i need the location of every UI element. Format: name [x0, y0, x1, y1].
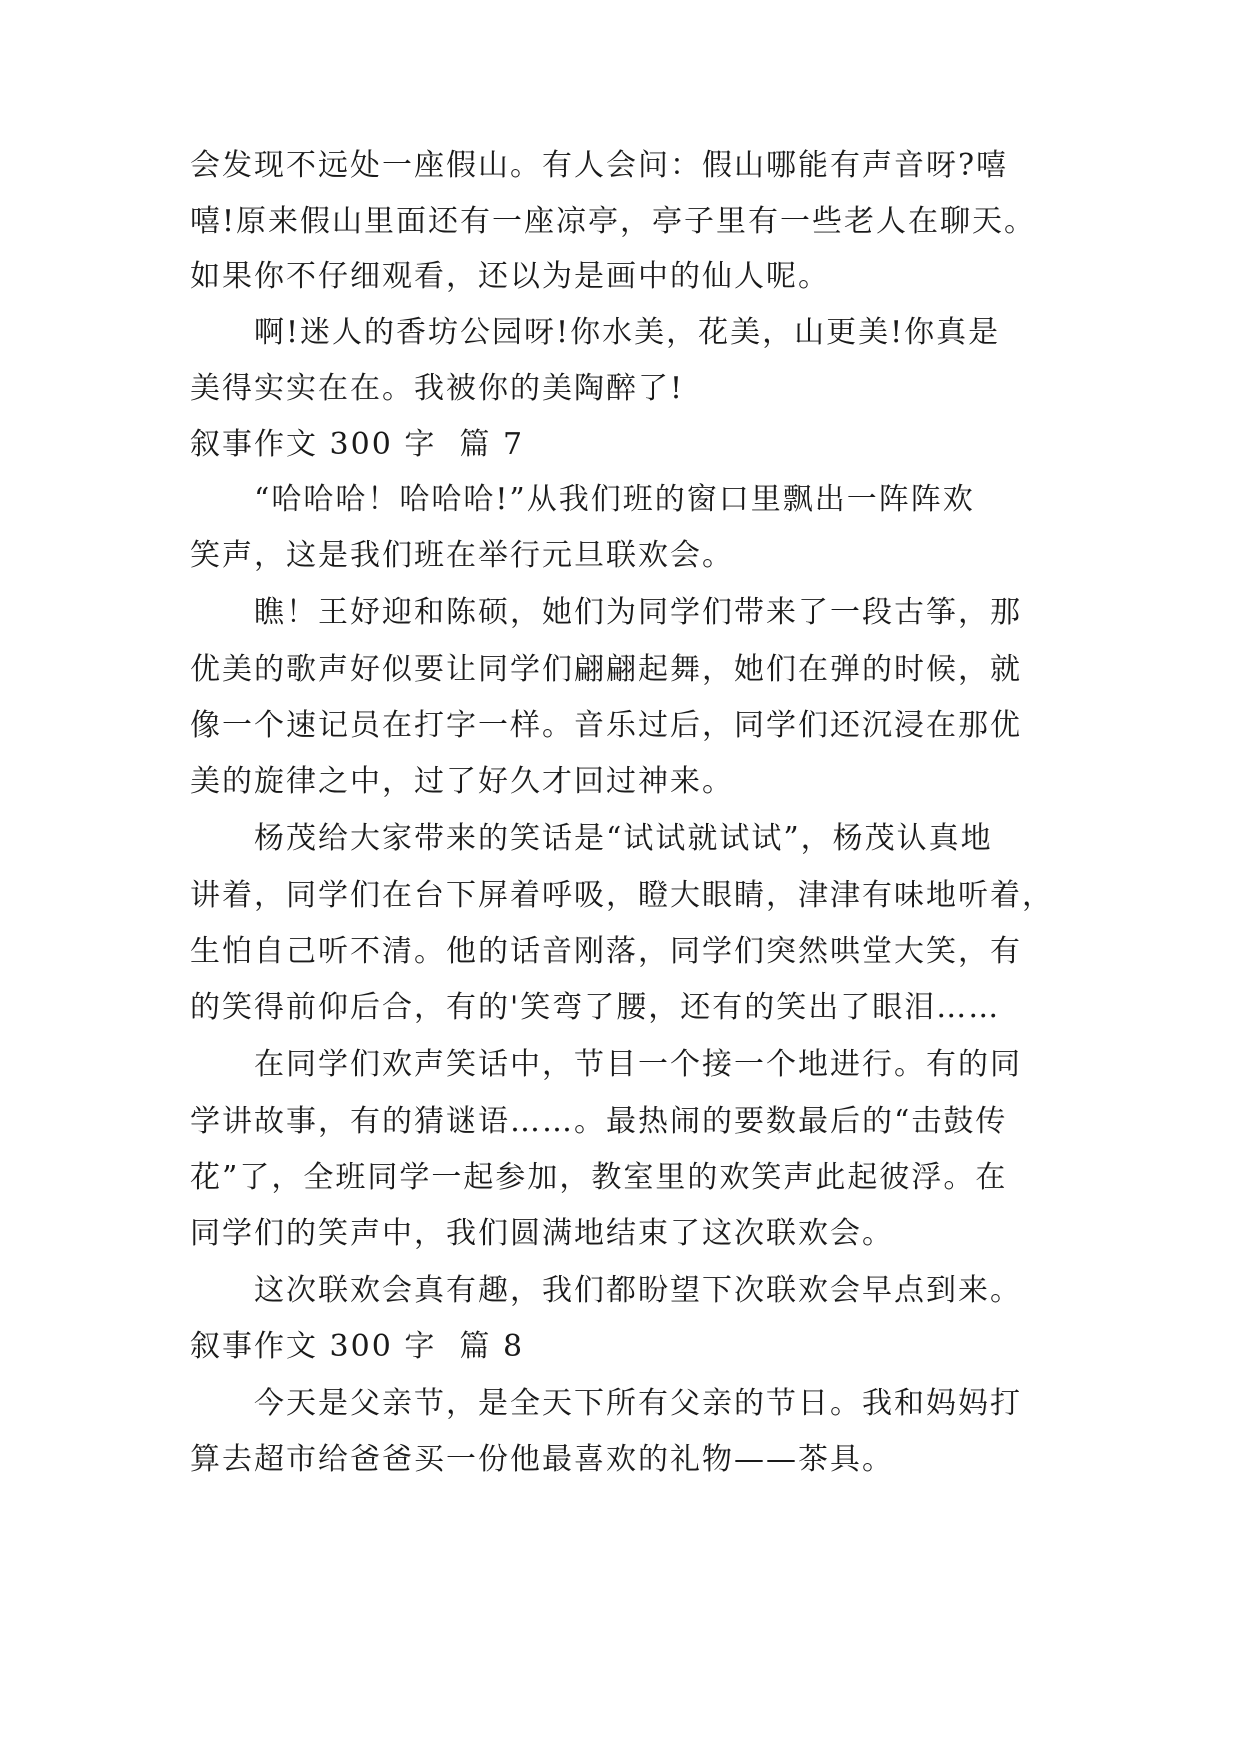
text-line: 在同学们欢声笑话中，节目一个接一个地进行。有的同: [190, 1047, 1022, 1082]
text-line: 生怕自己听不清。他的话音刚落，同学们突然哄堂大笑，有: [190, 934, 1022, 969]
text-line: 算去超市给爸爸买一份他最喜欢的礼物——茶具。: [190, 1442, 894, 1477]
text-line: 杨茂给大家带来的笑话是“试试就试试”，杨茂认真地: [190, 821, 993, 856]
text-line: 同学们的笑声中，我们圆满地结束了这次联欢会。: [190, 1216, 894, 1251]
text-line: 讲着，同学们在台下屏着呼吸，瞪大眼睛，津津有味地听着，: [190, 878, 1054, 913]
text-line: 如果你不仔细观看，还以为是画中的仙人呢。: [190, 259, 830, 294]
text-line: 优美的歌声好似要让同学们翩翩起舞，她们在弹的时候，就: [190, 652, 1022, 687]
section-heading: 叙事作文 300 字 篇 7: [190, 427, 525, 462]
text-line: 嘻!原来假山里面还有一座凉亭，亭子里有一些老人在聊天。: [190, 204, 1037, 239]
text-line: 今天是父亲节，是全天下所有父亲的节日。我和妈妈打: [190, 1386, 1022, 1421]
text-line: 这次联欢会真有趣，我们都盼望下次联欢会早点到来。: [190, 1273, 1022, 1308]
text-line: 像一个速记员在打字一样。音乐过后，同学们还沉浸在那优: [190, 708, 1022, 743]
text-line: 会发现不远处一座假山。有人会问：假山哪能有声音呀?嘻: [190, 148, 1009, 183]
text-line: 学讲故事，有的猜谜语……。最热闹的要数最后的“击鼓传: [190, 1104, 1008, 1139]
text-line: 瞧！王妤迎和陈硕，她们为同学们带来了一段古筝，那: [190, 595, 1022, 630]
text-line: “哈哈哈！哈哈哈!”从我们班的窗口里飘出一阵阵欢: [190, 482, 975, 517]
text-line: 美的旋律之中，过了好久才回过神来。: [190, 764, 734, 799]
section-heading: 叙事作文 300 字 篇 8: [190, 1329, 525, 1364]
text-line: 的笑得前仰后合，有的'笑弯了腰，还有的笑出了眼泪……: [190, 990, 1001, 1025]
text-line: 美得实实在在。我被你的美陶醉了!: [190, 371, 685, 406]
text-line: 啊!迷人的香坊公园呀!你水美，花美，山更美!你真是: [190, 315, 1001, 350]
text-line: 花”了，全班同学一起参加，教室里的欢笑声此起彼浮。在: [190, 1160, 1008, 1195]
text-line: 笑声，这是我们班在举行元旦联欢会。: [190, 538, 734, 573]
